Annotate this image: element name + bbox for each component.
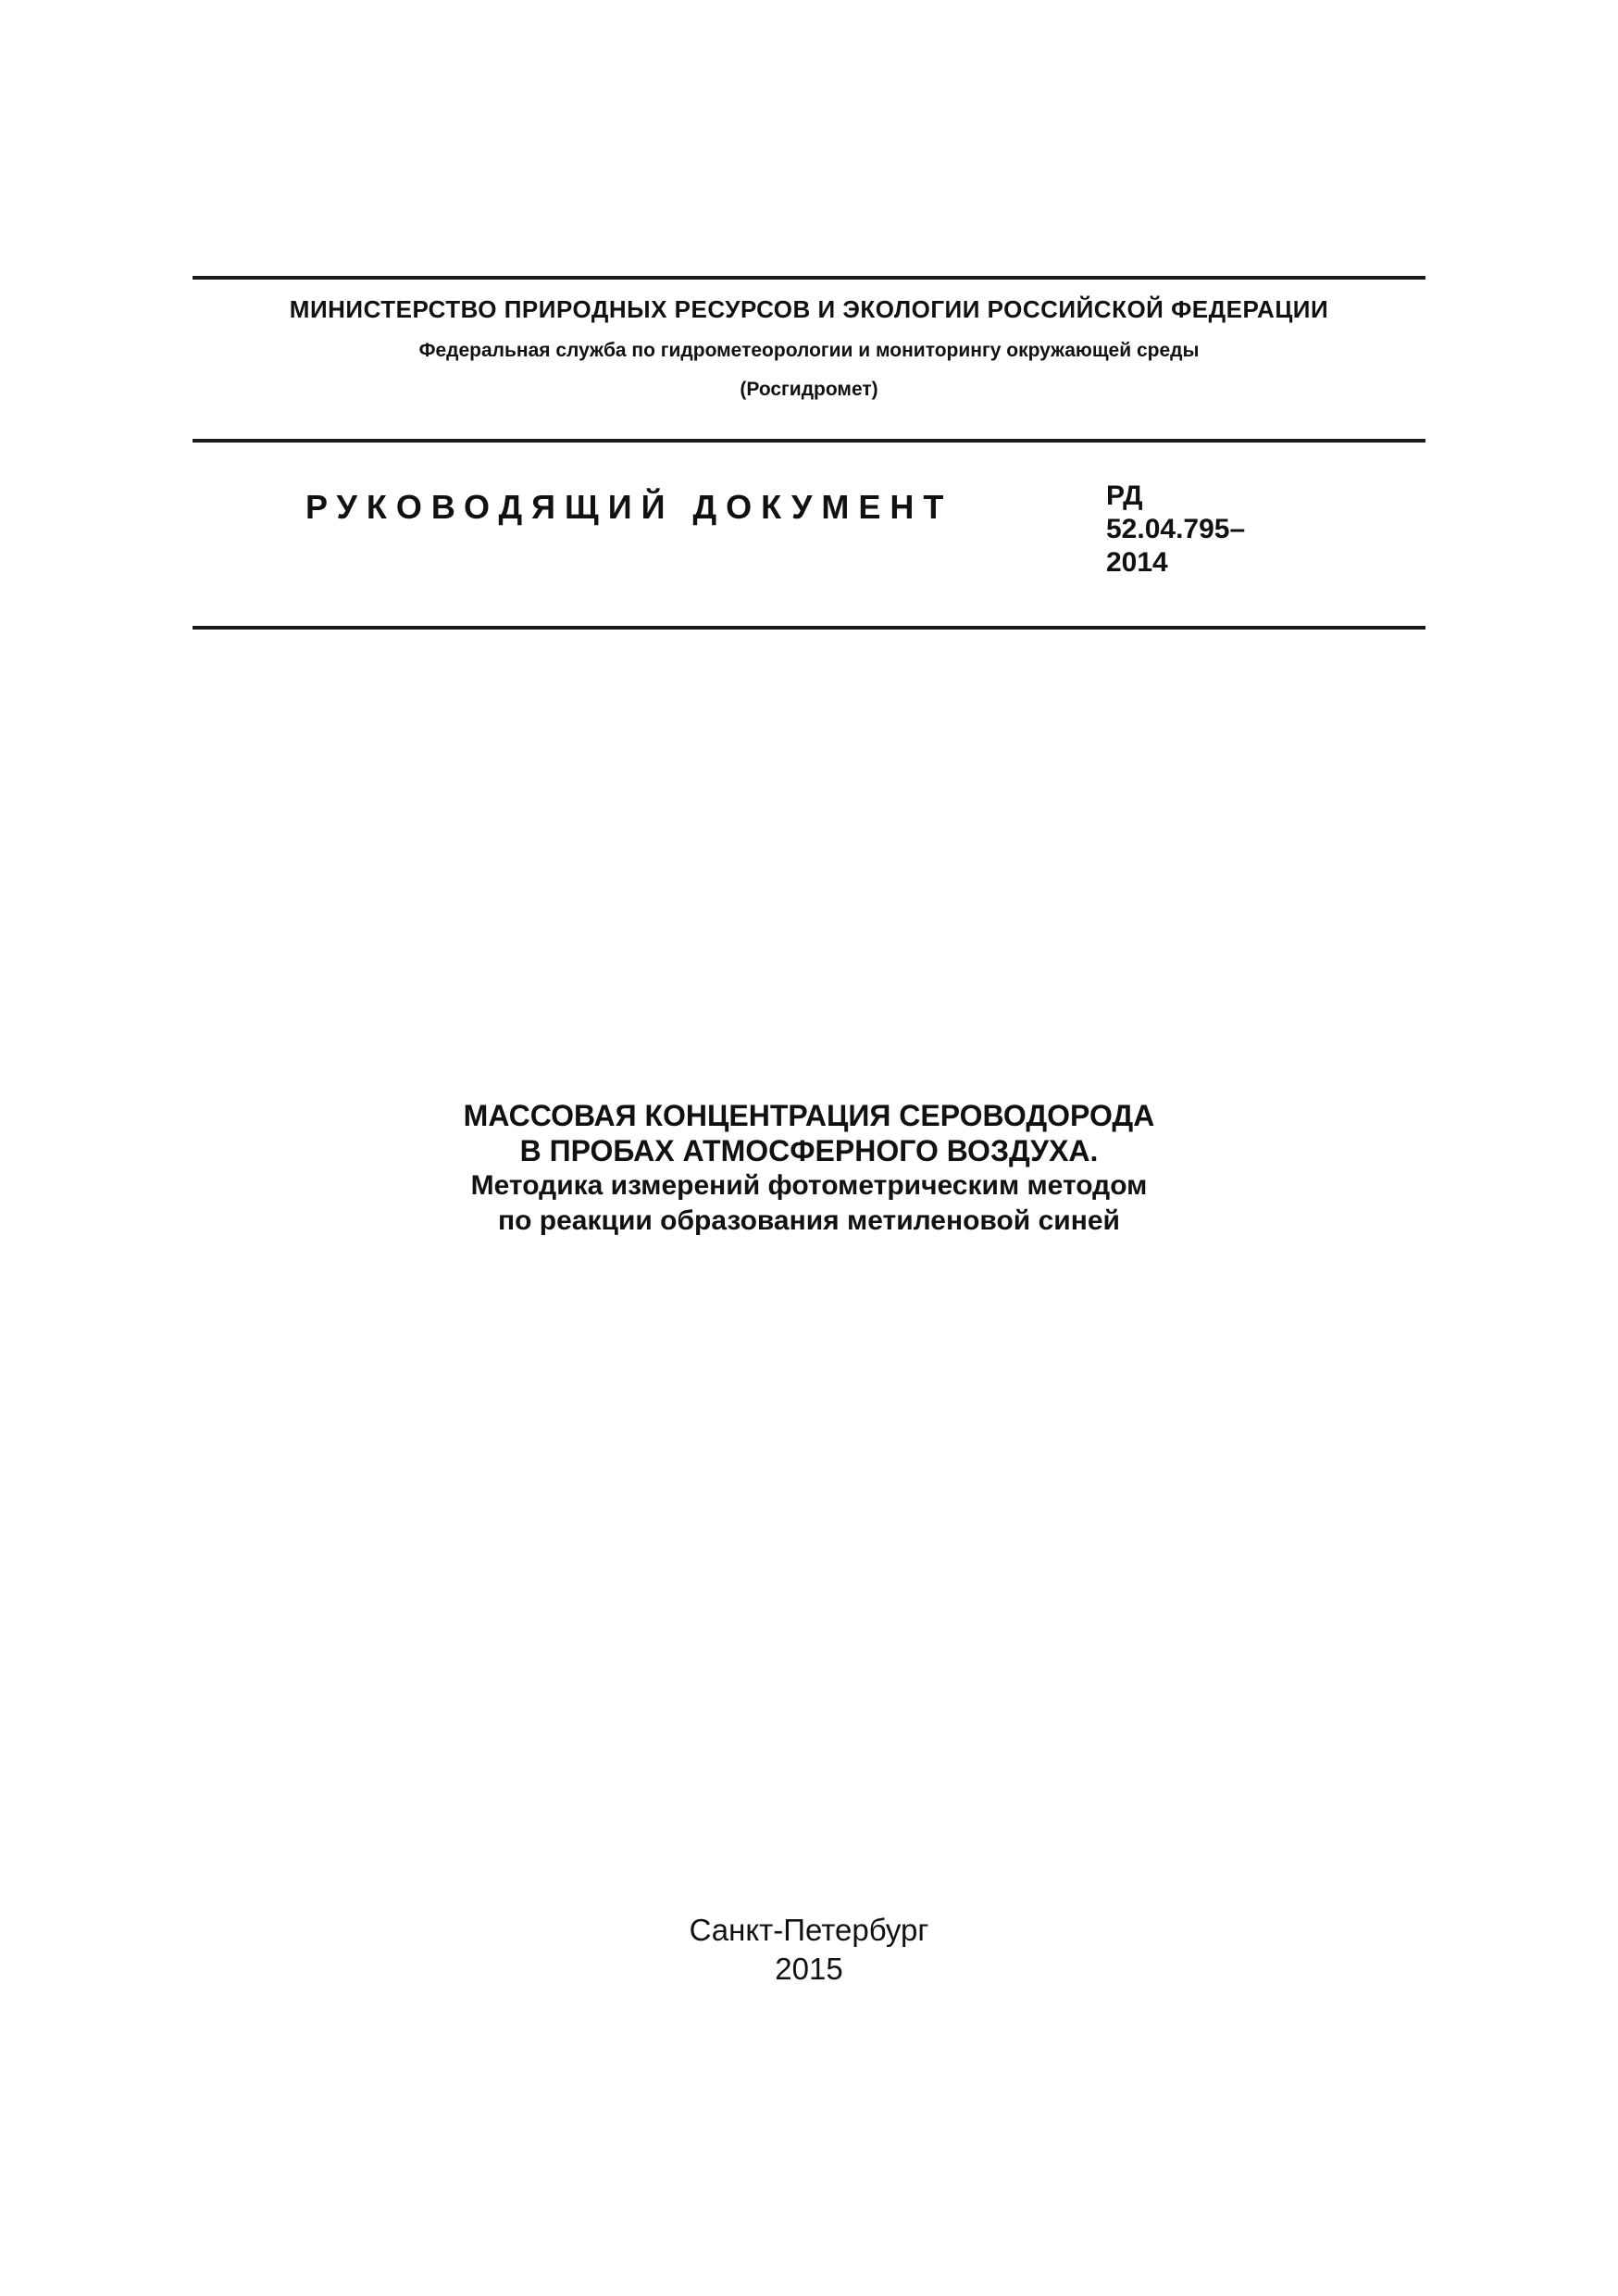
document-number-line: РД [1106, 480, 1143, 511]
service-name: Федеральная служба по гидрометеорологии и мониторингу окружающей среды [418, 340, 1200, 361]
title-line: В ПРОБАХ АТМОСФЕРНОГО ВОЗДУХА. [519, 1134, 1099, 1167]
issuer-header [193, 285, 1425, 409]
publication-city: Санкт-Петербург [689, 1913, 929, 1947]
document-number-line: 52.04.795– [1106, 514, 1246, 544]
publication-year: 2015 [775, 1952, 843, 1986]
middle-rule [193, 439, 1425, 443]
imprint [185, 1911, 1433, 1989]
subtitle-line: Методика измерений фотометрическим методом [470, 1170, 1148, 1201]
service-abbreviation: (Росгидромет) [740, 379, 878, 400]
document-type: РУКОВОДЯЩИЙ ДОКУМЕНТ [305, 488, 953, 526]
title-line: МАССОВАЯ КОНЦЕНТРАЦИЯ СЕРОВОДОРОДА [463, 1099, 1155, 1132]
document-number-line: 2014 [1106, 547, 1168, 578]
document-number [1106, 480, 1347, 580]
top-rule [193, 276, 1425, 280]
subtitle-line: по реакции образования метиленовой синей [498, 1205, 1120, 1236]
bottom-rule [193, 626, 1425, 630]
ministry-name: МИНИСТЕРСТВО ПРИРОДНЫХ РЕСУРСОВ И ЭКОЛОГИИ РОССИЙСКОЙ ФЕДЕРАЦИИ [289, 295, 1329, 323]
document-title [185, 1098, 1433, 1239]
